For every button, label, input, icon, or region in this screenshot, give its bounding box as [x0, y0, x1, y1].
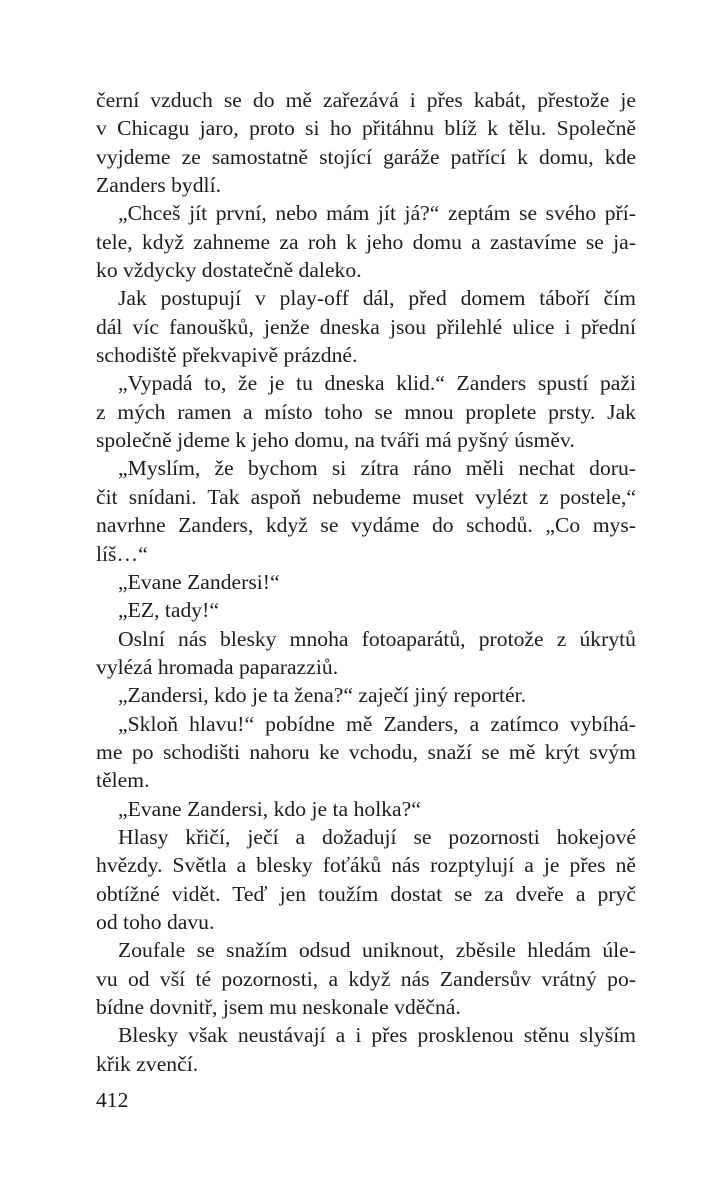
- text-line: Jak postupují v play-off dál, před domem táboří čím: [118, 286, 636, 311]
- text-line: „Evane Zandersi, kdo je ta holka?“: [118, 796, 421, 821]
- text-line: navrhne Zanders, když se vydáme do schodů. „Co mys-: [96, 513, 636, 538]
- text-line: tele, když zahneme za roh k jeho domu a zastavíme se ja-: [96, 229, 636, 254]
- text-line: líš…“: [96, 541, 148, 566]
- text-line: „EZ, tady!“: [118, 598, 219, 623]
- text-line: od toho davu.: [96, 909, 215, 934]
- text-line: Oslní nás blesky mnoha fotoaparátů, protože z úkrytů: [118, 626, 636, 651]
- text-line: Blesky však neustávají a i přes prosklenou stěnu slyším: [118, 1023, 636, 1048]
- text-line: „Vypadá to, že je tu dneska klid.“ Zanders spustí paži: [118, 371, 636, 396]
- text-line: Hlasy křičí, ječí a dožadují se pozornosti hokejové: [118, 824, 636, 849]
- text-line: vyjdeme ze samostatně stojící garáže patřící k domu, kde: [96, 144, 636, 169]
- text-line: Zanders bydlí.: [96, 173, 222, 198]
- text-line: vylézá hromada paparazziů.: [96, 654, 339, 679]
- text-line: v Chicagu jaro, proto si ho přitáhnu blíž k tělu. Společně: [96, 116, 636, 141]
- text-line: schodiště překvapivě prázdné.: [96, 343, 358, 368]
- text-line: „Myslím, že bychom si zítra ráno měli nechat doru-: [118, 456, 636, 481]
- text-line: tělem.: [96, 768, 150, 793]
- body-text: [96, 86, 636, 1078]
- text-line: „Zandersi, kdo je ta žena?“ zaječí jiný reportér.: [118, 683, 527, 708]
- text-line: Zoufale se snažím odsud uniknout, zběsile hledám úle-: [118, 938, 636, 963]
- text-line: hvězdy. Světla a blesky foťáků nás rozptylují a je přes ně: [96, 853, 636, 878]
- text-line: vu od vší té pozornosti, a když nás Zandersův vrátný po-: [96, 966, 636, 991]
- text-line: obtížné vidět. Teď jen toužím dostat se za dveře a pryč: [96, 881, 636, 906]
- text-line: křik zvenčí.: [96, 1051, 199, 1076]
- text-line: „Skloň hlavu!“ pobídne mě Zanders, a zatímco vybíhá-: [118, 711, 636, 736]
- text-line: z mých ramen a místo toho se mnou proplete prsty. Jak: [96, 399, 636, 424]
- text-line: „Evane Zandersi!“: [118, 569, 280, 594]
- text-line: černí vzduch se do mě zařezává i přes kabát, přestože je: [96, 88, 636, 112]
- text-line: společně jdeme k jeho domu, na tváři má pyšný úsměv.: [96, 428, 575, 453]
- text-line: me po schodišti nahoru ke vchodu, snaží se mě krýt svým: [96, 739, 636, 764]
- text-line: čit snídani. Tak aspoň nebudeme muset vylézt z postele,“: [96, 484, 636, 509]
- text-line: dál víc fanoušků, jenže dneska jsou přilehlé ulice i přední: [96, 314, 636, 339]
- text-line: „Chceš jít první, nebo mám jít já?“ zeptám se svého pří-: [118, 201, 636, 226]
- text-line: ko vždycky dostatečně daleko.: [96, 258, 362, 283]
- text-line: bídne dovnitř, jsem mu neskonale vděčná.: [96, 995, 461, 1019]
- page-number: 412: [96, 1088, 129, 1112]
